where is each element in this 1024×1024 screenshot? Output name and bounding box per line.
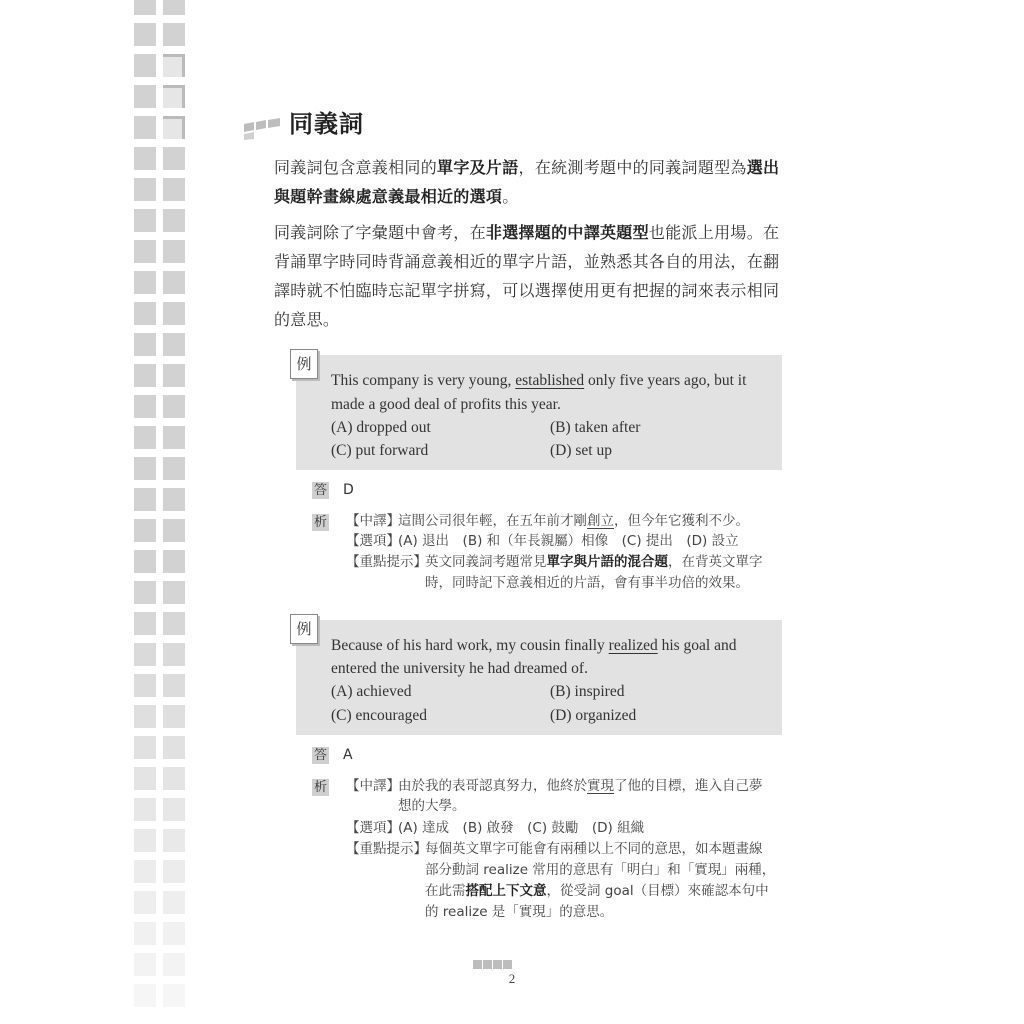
footer-decoration-icon xyxy=(473,960,513,969)
decoration-square xyxy=(163,519,185,542)
decoration-square xyxy=(134,705,156,728)
decoration-square xyxy=(134,891,156,914)
decoration-square xyxy=(163,0,185,15)
decoration-square xyxy=(163,426,185,449)
side-decoration xyxy=(134,0,188,1024)
underlined-word: realized xyxy=(608,637,658,654)
decoration-square xyxy=(134,116,156,139)
decoration-square xyxy=(134,736,156,759)
intro-paragraph-2: 同義詞除了字彙題中會考，在非選擇題的中譯英題型也能派上用場。在 背誦單字時同時背誦意義相近的單字片語，並熟悉其各自的用法，在翻 譯時就不怕臨時忘記單字拼寫，可以選擇使用更有把握的詞來表示相同 的意思。 xyxy=(274,223,780,329)
example-1-option-d: (D) set up xyxy=(550,442,612,459)
decoration-square xyxy=(134,240,156,263)
decoration-square xyxy=(163,23,185,46)
decoration-square xyxy=(163,705,185,728)
example-2-question-line-2: entered the university he had dreamed of. xyxy=(331,660,588,677)
intro-paragraph-1: 同義詞包含意義相同的單字及片語，在統測考題中的同義詞題型為選出 與題幹畫線處意義最相近的選項。 xyxy=(274,158,780,206)
decoration-square xyxy=(134,860,156,883)
decoration-square xyxy=(134,0,156,15)
decoration-square xyxy=(163,302,185,325)
example-2-question-line-1: Because of his hard work, my cousin finally realized his goal and xyxy=(331,637,737,654)
decoration-square xyxy=(163,674,185,697)
example-2-tip-line-3: 在此需搭配上下文意，從受詞 goal（目標）來確認本句中 xyxy=(425,883,769,899)
decoration-square xyxy=(163,550,185,573)
decoration-square xyxy=(134,364,156,387)
example-1-option-c: (C) put forward xyxy=(331,442,429,459)
example-1-tip-tag: 【重點提示】 xyxy=(346,554,427,570)
decoration-square xyxy=(163,612,185,635)
decoration-square xyxy=(134,395,156,418)
example-2-answer: A xyxy=(343,747,353,763)
example-2-translation-line-2: 想的大學。 xyxy=(398,798,466,814)
example-2-tip-tag: 【重點提示】 xyxy=(346,841,427,857)
decoration-square xyxy=(163,209,185,232)
decoration-square xyxy=(163,643,185,666)
decoration-square xyxy=(163,736,185,759)
decoration-square xyxy=(163,581,185,604)
decoration-square xyxy=(163,891,185,914)
decoration-square xyxy=(134,302,156,325)
decoration-square xyxy=(163,922,185,945)
example-2-option-c: (C) encouraged xyxy=(331,707,427,724)
decoration-square xyxy=(134,674,156,697)
decoration-square xyxy=(163,116,185,139)
decoration-square xyxy=(134,54,156,77)
decoration-square xyxy=(163,364,185,387)
example-2-translation-tag: 【中譯】 xyxy=(346,778,400,794)
example-2-tip-line-1: 每個英文單字可能會有兩種以上不同的意思，如本題畫線 xyxy=(425,841,763,857)
decoration-square xyxy=(134,829,156,852)
example-2-option-a: (A) achieved xyxy=(331,683,412,700)
decoration-square xyxy=(134,333,156,356)
decoration-square xyxy=(163,85,185,108)
answer-marker-2: 答 xyxy=(313,748,327,763)
decoration-square xyxy=(134,519,156,542)
decoration-square xyxy=(134,147,156,170)
decoration-square xyxy=(163,798,185,821)
section-heading-icon xyxy=(242,110,282,140)
example-1-options-tag: 【選項】 xyxy=(346,533,400,549)
example-1-answer: D xyxy=(343,482,354,498)
decoration-square xyxy=(163,860,185,883)
analysis-marker-1: 析 xyxy=(313,515,327,530)
decoration-square xyxy=(134,85,156,108)
decoration-square xyxy=(134,23,156,46)
example-1-translation-tag: 【中譯】 xyxy=(346,513,400,529)
decoration-square xyxy=(134,643,156,666)
example-1-translation: 這間公司很年輕，在五年前才剛創立，但今年它獲利不少。 xyxy=(398,513,749,529)
example-1-tag: 例 xyxy=(290,349,318,379)
decoration-square xyxy=(163,488,185,511)
example-2-options-translation: (A) 達成 (B) 啟發 (C) 鼓勵 (D) 組織 xyxy=(398,820,645,836)
decoration-square xyxy=(163,240,185,263)
analysis-marker-2: 析 xyxy=(313,780,327,795)
underlined-word: established xyxy=(515,372,585,389)
decoration-square xyxy=(163,178,185,201)
example-1-option-a: (A) dropped out xyxy=(331,419,431,436)
example-1-tip-line-1: 英文同義詞考題常見單字與片語的混合題，在背英文單字 xyxy=(425,554,763,570)
example-1-question-line-2: made a good deal of profits this year. xyxy=(331,396,561,413)
decoration-square xyxy=(163,984,185,1007)
decoration-square xyxy=(134,426,156,449)
decoration-square xyxy=(163,767,185,790)
decoration-square xyxy=(163,395,185,418)
answer-marker-1: 答 xyxy=(313,483,327,498)
decoration-square xyxy=(134,178,156,201)
decoration-square xyxy=(134,581,156,604)
decoration-square xyxy=(134,984,156,1007)
example-2-tip-line-4: 的 realize 是「實現」的意思。 xyxy=(425,904,614,920)
page-number: 2 xyxy=(508,971,516,986)
example-2-option-b: (B) inspired xyxy=(550,683,625,700)
decoration-square xyxy=(163,457,185,480)
example-2-options-tag: 【選項】 xyxy=(346,820,400,836)
decoration-square xyxy=(163,271,185,294)
example-1-tip-line-2: 時，同時記下意義相近的片語，會有事半功倍的效果。 xyxy=(425,575,749,591)
decoration-square xyxy=(134,798,156,821)
decoration-square xyxy=(134,209,156,232)
example-2-tip-line-2: 部分動詞 realize 常用的意思有「明白」和「實現」兩種， xyxy=(425,862,776,878)
section-title: 同義詞 xyxy=(289,109,364,138)
decoration-square xyxy=(163,333,185,356)
decoration-square xyxy=(134,488,156,511)
decoration-square xyxy=(163,54,185,77)
decoration-square xyxy=(163,147,185,170)
example-2-translation-line-1: 由於我的表哥認真努力，他終於實現了他的目標，進入自己夢 xyxy=(398,778,763,794)
decoration-square xyxy=(163,829,185,852)
example-2-option-d: (D) organized xyxy=(550,707,637,724)
decoration-square xyxy=(134,457,156,480)
decoration-square xyxy=(134,271,156,294)
decoration-square xyxy=(134,612,156,635)
example-1-options-translation: (A) 退出 (B) 和（年長親屬）相像 (C) 提出 (D) 設立 xyxy=(398,533,739,549)
decoration-square xyxy=(134,767,156,790)
example-2-tag: 例 xyxy=(290,614,318,644)
decoration-square xyxy=(134,922,156,945)
decoration-square xyxy=(134,550,156,573)
example-1-question-line-1: This company is very young, established only five years ago, but it xyxy=(331,372,747,389)
example-1-option-b: (B) taken after xyxy=(550,419,641,436)
